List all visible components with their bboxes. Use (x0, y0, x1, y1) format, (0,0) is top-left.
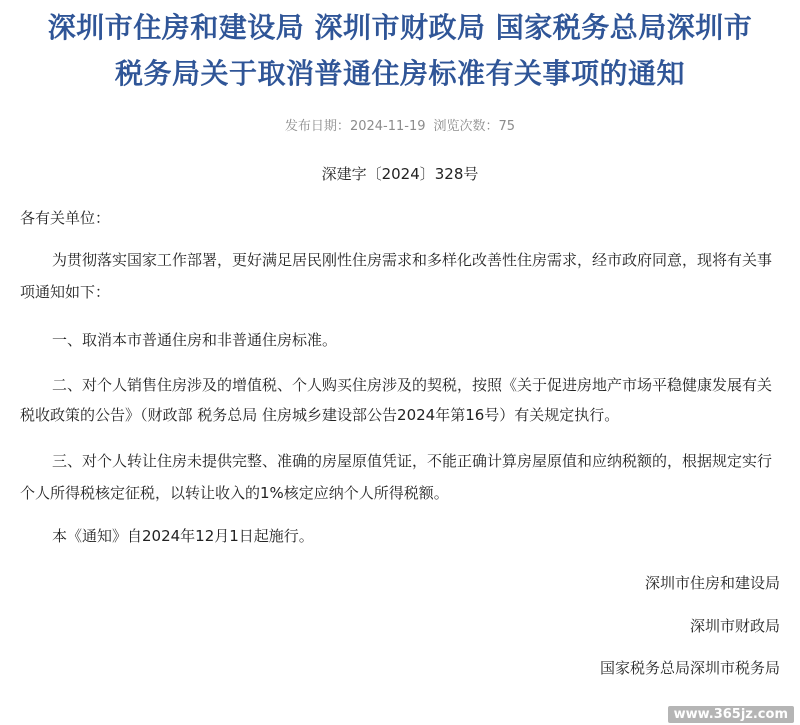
document-title-line-2: 税务局关于取消普通住房标准有关事项的通知 (114, 57, 685, 90)
signature-tax-bureau: 国家税务总局深圳市税务局 (599, 659, 780, 677)
view-count-label: 浏览次数： (433, 119, 499, 134)
document-title-line-1: 深圳市住房和建设局 深圳市财政局 国家税务总局深圳市 (47, 11, 753, 44)
signature-housing-bureau: 深圳市住房和建设局 (644, 574, 780, 592)
document-number: 深建字〔2024〕328号 (321, 165, 479, 183)
clause-3-line-1: 三、对个人转让住房未提供完整、准确的房屋原值凭证，不能正确计算房屋原值和应纳税额的，根据规定实行 (52, 452, 773, 470)
clause-3-line-2: 个人所得税核定征税，以转让收入的1%核定应纳个人所得税额。 (20, 484, 449, 502)
intro-paragraph-line-1: 为贯彻落实国家工作部署，更好满足居民刚性住房需求和多样化改善性住房需求，经市政府同意，现将有关事 (52, 251, 773, 269)
intro-paragraph-line-2: 项通知如下： (20, 283, 111, 301)
signature-finance-bureau: 深圳市财政局 (689, 617, 780, 635)
clause-2-line-2: 税收政策的公告》（财政部 税务总局 住房城乡建设部公告2024年第16号）有关规定执行。 (20, 406, 620, 424)
view-count: 75 (498, 119, 516, 134)
site-watermark: www.365jz.com (668, 706, 794, 723)
publish-date: 2024-11-19 (349, 119, 426, 134)
effective-date-statement: 本《通知》自2024年12月1日起施行。 (52, 527, 314, 545)
clause-1: 一、取消本市普通住房和非普通住房标准。 (52, 331, 338, 349)
salutation: 各有关单位： (20, 209, 111, 227)
publish-meta (0, 115, 800, 134)
publish-date-label: 发布日期： (284, 119, 350, 134)
clause-2-line-1: 二、对个人销售住房涉及的增值税、个人购买住房涉及的契税，按照《关于促进房地产市场平稳健康发展有关 (52, 376, 773, 394)
